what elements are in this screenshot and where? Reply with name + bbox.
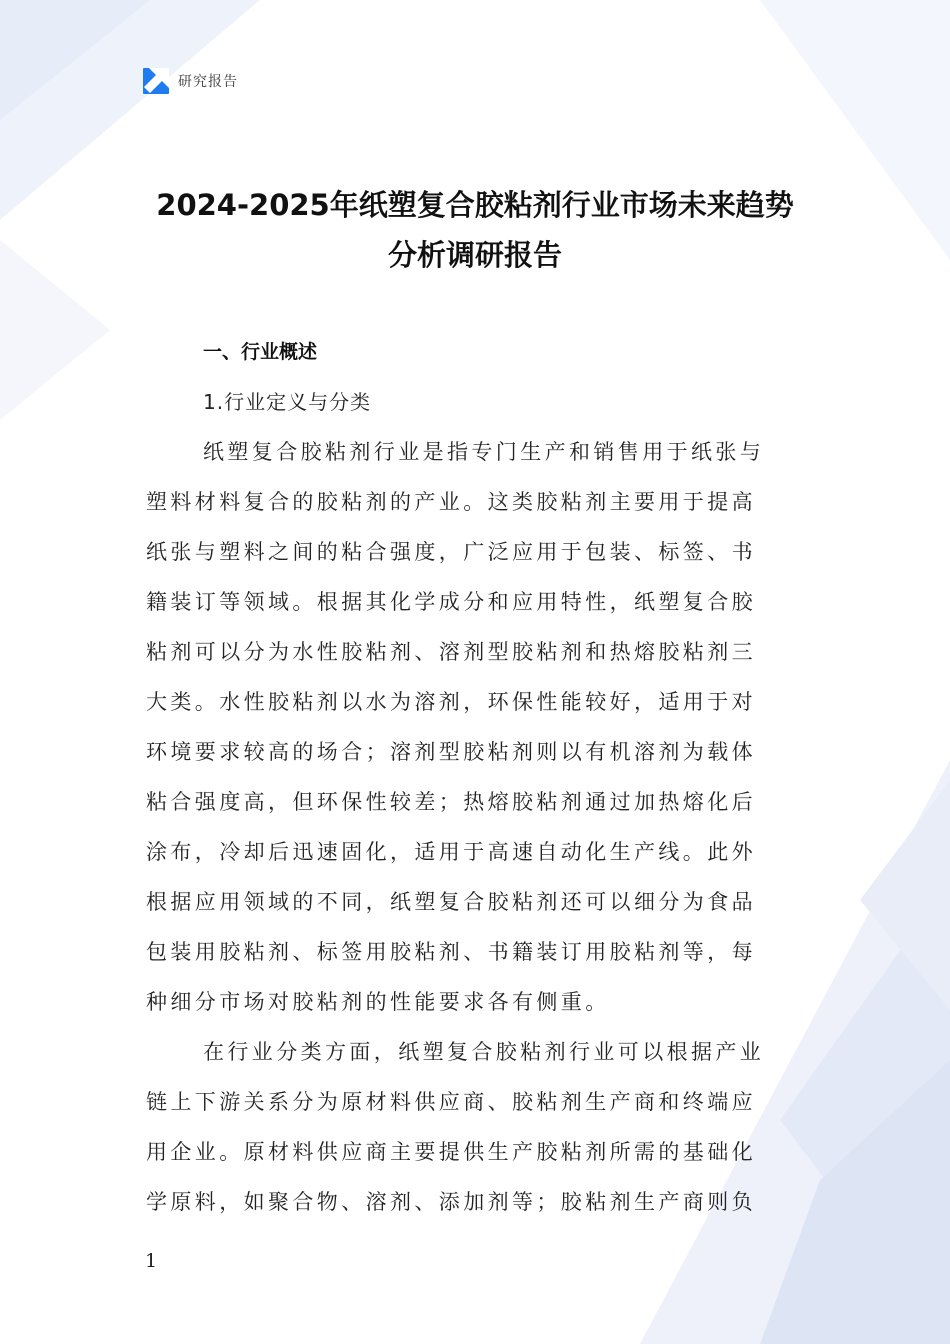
text-line: 纸张与塑料之间的粘合强度，广泛应用于包装、标签、书 (146, 540, 756, 564)
text-line: 籍装订等领域。根据其化学成分和应用特性，纸塑复合胶 (146, 590, 756, 614)
text-line: 环境要求较高的场合；溶剂型胶粘剂则以有机溶剂为载体 (146, 740, 756, 764)
title-line-2: 分析调研报告 (387, 238, 562, 272)
text-line: 根据应用领域的不同，纸塑复合胶粘剂还可以细分为食品 (146, 890, 756, 914)
text-line: 用企业。原材料供应商主要提供生产胶粘剂所需的基础化 (146, 1140, 756, 1164)
arrow-logo-icon (143, 68, 169, 94)
text-line: 粘剂可以分为水性胶粘剂、溶剂型胶粘剂和热熔胶粘剂三 (146, 640, 756, 664)
paragraph-1 (146, 435, 806, 1035)
text-line: 塑料材料复合的胶粘剂的产业。这类胶粘剂主要用于提高 (146, 490, 756, 514)
text-line: 种细分市场对胶粘剂的性能要求各有侧重。 (146, 990, 610, 1014)
header-label: 研究报告 (178, 74, 238, 90)
paragraph-2 (146, 1035, 806, 1235)
section-heading: 一、行业概述 (203, 341, 318, 363)
text-line: 大类。水性胶粘剂以水为溶剂，环保性能较好，适用于对 (146, 690, 756, 714)
section-subheading: 1.行业定义与分类 (203, 390, 372, 414)
report-header (143, 68, 238, 94)
text-line: 涂布，冷却后迅速固化，适用于高速自动化生产线。此外 (146, 840, 756, 864)
title-line-1: 2024-2025年纸塑复合胶粘剂行业市场未来趋势 (156, 188, 794, 222)
text-line: 链上下游关系分为原材料供应商、胶粘剂生产商和终端应 (146, 1090, 756, 1114)
text-line: 学原料，如聚合物、溶剂、添加剂等；胶粘剂生产商则负 (146, 1190, 756, 1214)
text-line: 粘合强度高，但环保性较差；热熔胶粘剂通过加热熔化后 (146, 790, 756, 814)
text-line: 纸塑复合胶粘剂行业是指专门生产和销售用于纸张与 (203, 440, 765, 464)
document-body (146, 335, 806, 1235)
page-number: 1 (145, 1250, 158, 1272)
text-line: 包装用胶粘剂、标签用胶粘剂、书籍装订用胶粘剂等，每 (146, 940, 756, 964)
text-line: 在行业分类方面，纸塑复合胶粘剂行业可以根据产业 (203, 1040, 765, 1064)
document-title (120, 180, 830, 280)
